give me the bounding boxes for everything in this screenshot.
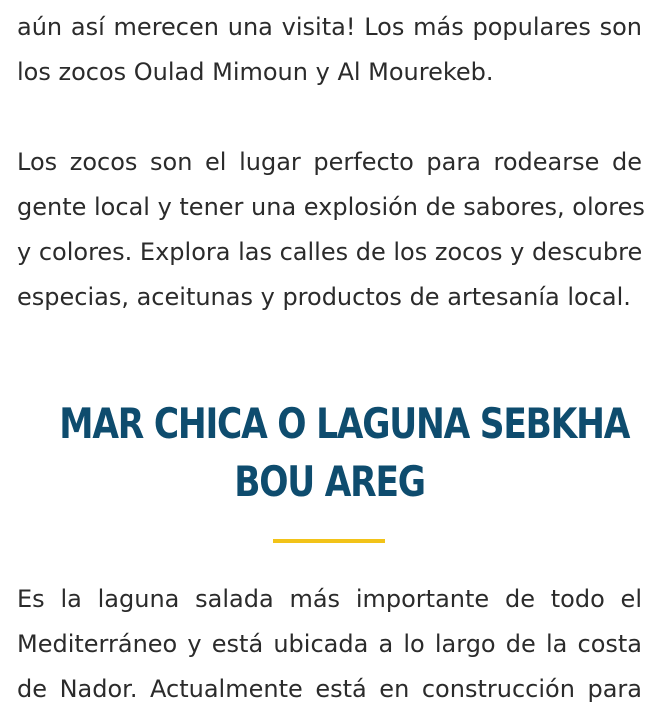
heading-line: BOU AREG	[234, 457, 425, 506]
paragraph-line: de Nador. Actualmente está en construcción para	[17, 675, 642, 703]
paragraph-line: Mediterráneo y está ubicada a lo largo de la costa	[17, 630, 642, 658]
paragraph-line: especias, aceitunas y productos de artesanía local.	[17, 283, 631, 311]
heading-line: MAR CHICA O LAGUNA SEBKHA	[59, 399, 630, 448]
paragraph-line: los zocos Oulad Mimoun y Al Mourekeb.	[17, 58, 494, 86]
paragraph-zocos-popular	[17, 5, 642, 95]
paragraph-line: aún así merecen una visita! Los más populares son	[17, 13, 642, 41]
paragraph-line: Los zocos son el lugar perfecto para rodearse de	[17, 148, 642, 176]
heading-divider	[273, 539, 385, 543]
paragraph-line: Es la laguna salada más importante de todo el	[17, 585, 642, 613]
section-heading	[59, 395, 630, 511]
paragraph-line: y colores. Explora las calles de los zocos y descubre	[17, 238, 643, 266]
paragraph-line: gente local y tener una explosión de sabores, olores	[17, 193, 645, 221]
paragraph-zocos-description	[17, 140, 645, 320]
paragraph-mar-chica	[17, 577, 642, 712]
